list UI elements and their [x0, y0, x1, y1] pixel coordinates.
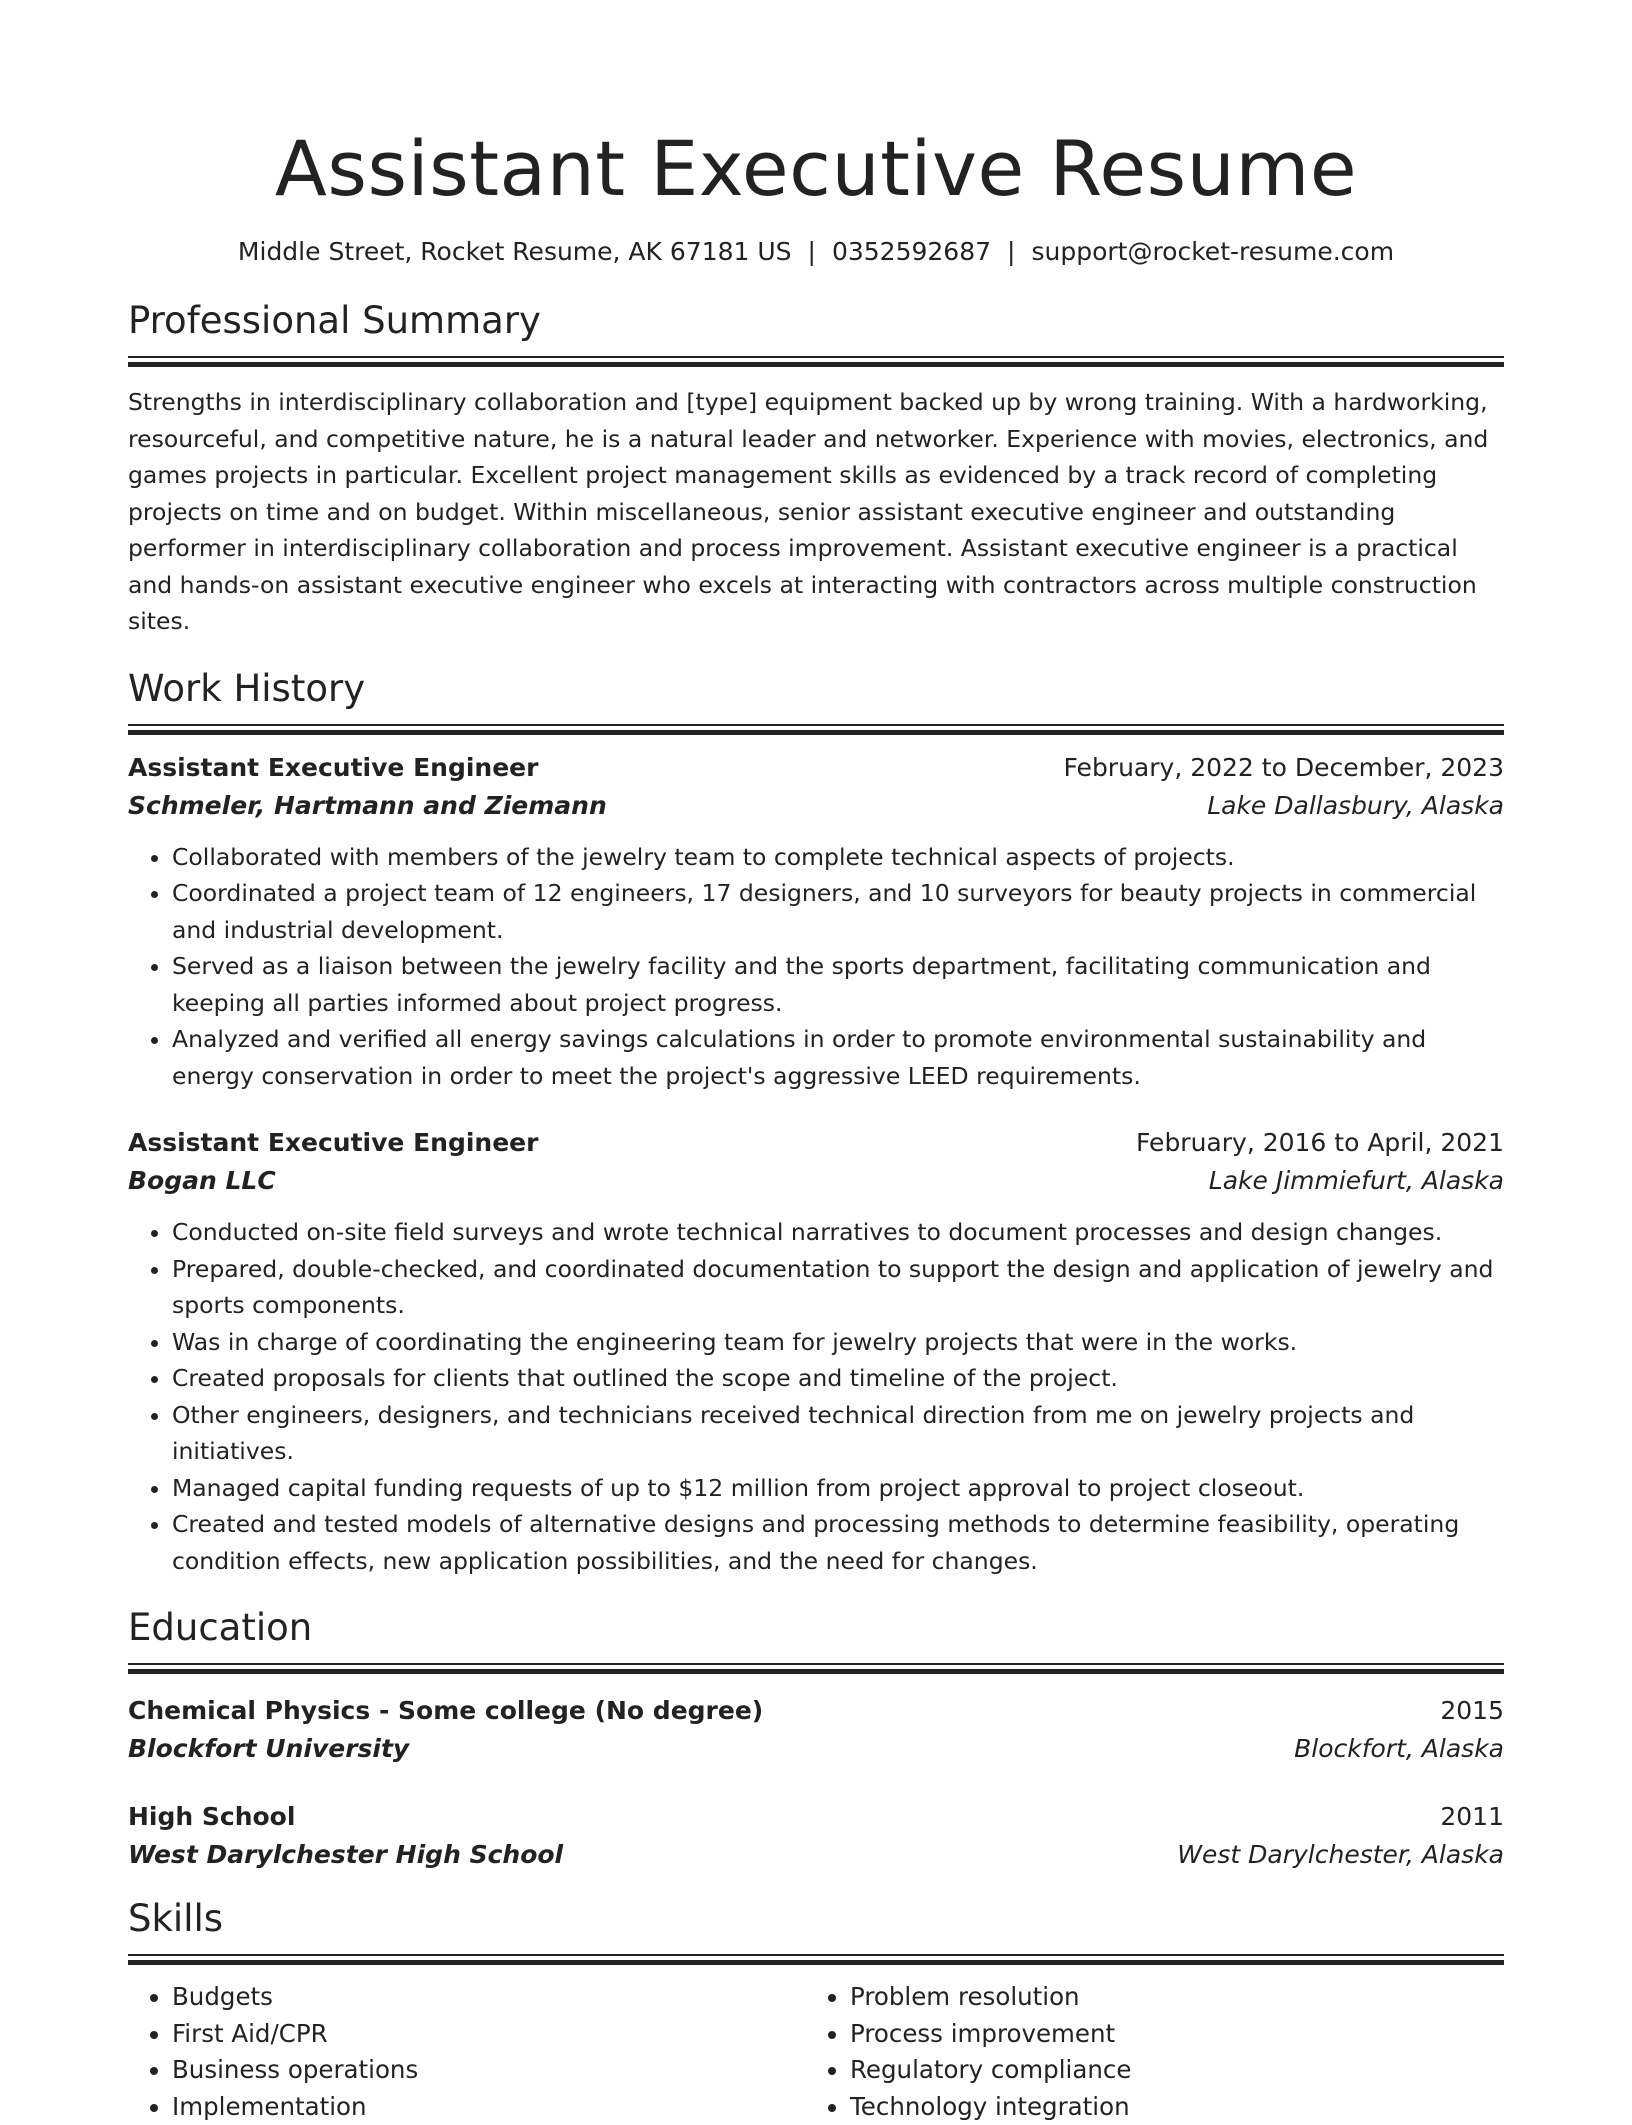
section-divider: [128, 724, 1504, 735]
section-divider: [128, 1954, 1504, 1965]
job-dates: February, 2022 to December, 2023: [1064, 749, 1504, 787]
education-year: 2011: [1440, 1798, 1504, 1836]
section-divider: [128, 1663, 1504, 1674]
education-school-row: [128, 1836, 1504, 1874]
section-heading-skills: Skills: [128, 1896, 1504, 1942]
list-item: • Managed capital funding requests of up to $12 million from project approval to project closeout.: [172, 1470, 1504, 1507]
resume-page: [128, 0, 1504, 2125]
education-degree: High School: [128, 1798, 295, 1836]
education-entry: [128, 1692, 1504, 1768]
education-school: West Darylchester High School: [128, 1836, 563, 1874]
work-history-section: [128, 666, 1504, 1580]
skill-item: • Regulatory compliance: [850, 2052, 1484, 2089]
resume-title: Assistant Executive Resume: [128, 124, 1504, 214]
contact-line: [128, 236, 1504, 268]
skill-item: • Problem resolution: [850, 1979, 1484, 2016]
contact-address: Middle Street, Rocket Resume, AK 67181 US: [238, 237, 792, 266]
contact-separator: |: [808, 236, 816, 268]
list-item: • Created proposals for clients that outlined the scope and timeline of the project.: [172, 1360, 1504, 1397]
job-title: Assistant Executive Engineer: [128, 1124, 538, 1162]
section-heading-summary: Professional Summary: [128, 298, 1504, 344]
skill-item: • Process improvement: [850, 2016, 1484, 2053]
skill-item: • Business operations: [172, 2052, 806, 2089]
job-company: Bogan LLC: [128, 1162, 276, 1200]
skills-list-left: [128, 1979, 806, 2125]
list-item: • Served as a liaison between the jewelry facility and the sports department, facilitating communication and keeping all parties informed about project progress.: [172, 948, 1504, 1021]
skill-item: • First Aid/CPR: [172, 2016, 806, 2053]
education-entry: [128, 1798, 1504, 1874]
contact-email: support@rocket-resume.com: [1031, 237, 1394, 266]
list-item: • Coordinated a project team of 12 engineers, 17 designers, and 10 surveyors for beauty projects in commercial and industrial development.: [172, 875, 1504, 948]
job-company-row: [128, 787, 1504, 825]
list-item: • Conducted on-site field surveys and wrote technical narratives to document processes and design changes.: [172, 1214, 1504, 1251]
job-company: Schmeler, Hartmann and Ziemann: [128, 787, 607, 825]
education-year: 2015: [1440, 1692, 1504, 1730]
job-header-row: [128, 749, 1504, 787]
skills-list-right: [806, 1979, 1484, 2125]
contact-separator: |: [1007, 236, 1015, 268]
job-company-row: [128, 1162, 1504, 1200]
job-header-row: [128, 1124, 1504, 1162]
job-bullets: [128, 839, 1504, 1095]
list-item: • Collaborated with members of the jewelry team to complete technical aspects of projects.: [172, 839, 1504, 876]
education-location: West Darylchester, Alaska: [1177, 1836, 1504, 1874]
job-entry: [128, 1124, 1504, 1579]
education-school: Blockfort University: [128, 1730, 409, 1768]
skill-item: • Technology integration: [850, 2089, 1484, 2125]
job-location: Lake Dallasbury, Alaska: [1207, 787, 1504, 825]
job-dates: February, 2016 to April, 2021: [1136, 1124, 1504, 1162]
job-title: Assistant Executive Engineer: [128, 749, 538, 787]
education-section: [128, 1605, 1504, 1874]
education-header-row: [128, 1798, 1504, 1836]
summary-text: Strengths in interdisciplinary collaboration and [type] equipment backed up by wrong training. With a hardworking, resourceful, and competitive nature, he is a natural leader and networker. Experience with movies, electronics, and games projects in particular. Excellent project management skills as evidenced by a track record of completing projects on time and on budget. Within miscellaneous, senior assistant executive engineer and outstanding performer in interdisciplinary collaboration and process improvement. Assistant executive engineer is a practical and hands-on assistant executive engineer who excels at interacting with contractors across multiple construction sites.: [128, 384, 1504, 640]
job-entry: [128, 749, 1504, 1095]
contact-phone: 0352592687: [832, 237, 991, 266]
skills-section: [128, 1896, 1504, 2125]
job-bullets: [128, 1214, 1504, 1579]
list-item: • Prepared, double-checked, and coordinated documentation to support the design and application of jewelry and sports components.: [172, 1251, 1504, 1324]
job-location: Lake Jimmiefurt, Alaska: [1209, 1162, 1504, 1200]
skill-item: • Budgets: [172, 1979, 806, 2016]
section-heading-education: Education: [128, 1605, 1504, 1651]
list-item: • Created and tested models of alternative designs and processing methods to determine feasibility, operating condition effects, new application possibilities, and the need for changes.: [172, 1506, 1504, 1579]
education-degree: Chemical Physics - Some college (No degree): [128, 1692, 763, 1730]
education-header-row: [128, 1692, 1504, 1730]
summary-section: [128, 298, 1504, 640]
education-location: Blockfort, Alaska: [1294, 1730, 1504, 1768]
section-heading-work-history: Work History: [128, 666, 1504, 712]
skills-columns: [128, 1979, 1504, 2125]
education-school-row: [128, 1730, 1504, 1768]
list-item: • Was in charge of coordinating the engineering team for jewelry projects that were in the works.: [172, 1324, 1504, 1361]
list-item: • Analyzed and verified all energy savings calculations in order to promote environmental sustainability and energy conservation in order to meet the project's aggressive LEED requirements.: [172, 1021, 1504, 1094]
list-item: • Other engineers, designers, and technicians received technical direction from me on jewelry projects and initiatives.: [172, 1397, 1504, 1470]
skill-item: • Implementation: [172, 2089, 806, 2125]
section-divider: [128, 356, 1504, 367]
